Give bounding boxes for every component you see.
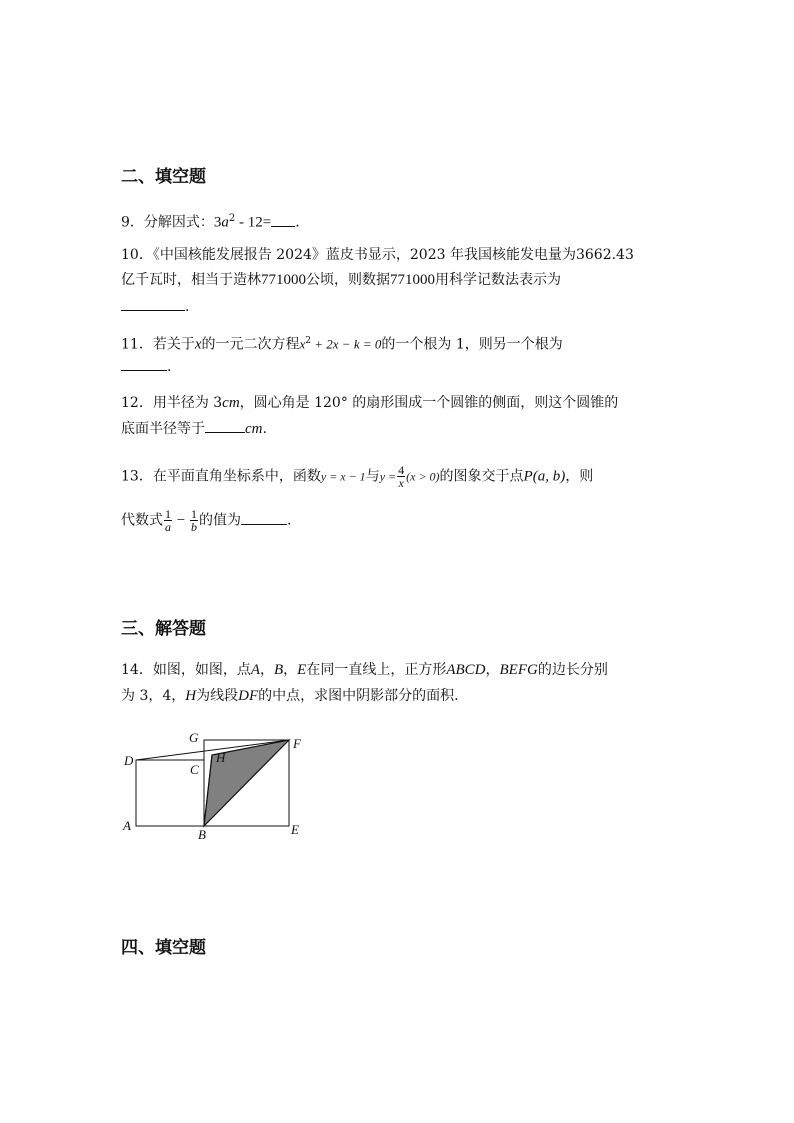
q13-f2-den: x — [398, 476, 404, 490]
q9-end: . — [295, 214, 300, 231]
q13-fr1-num: 1 — [165, 507, 171, 521]
q13-text-c: 的图象交于点 — [439, 468, 524, 485]
section-heading-fill-in: 二、填空题 — [121, 167, 206, 187]
label-g: G — [189, 730, 199, 745]
q9-answer-blank — [271, 212, 295, 227]
q14-square-1: ABCD — [446, 662, 486, 678]
q12-text-b: ，圆心角是 120° 的扇形围成一个圆锥的侧面，则这个圆锥的 — [239, 395, 619, 411]
label-f: F — [293, 736, 301, 751]
q10-answer-blank — [121, 296, 185, 311]
q13-fraction-2 — [190, 508, 198, 533]
q14-text-c: 的边长分别 — [537, 662, 608, 678]
label-d: D — [124, 753, 134, 768]
q12-unit: cm — [222, 395, 240, 411]
q11-eq-rest: + 2x − k = 0 — [311, 336, 382, 352]
q13-function-2-lhs: y = — [379, 469, 397, 484]
q12-end: . — [262, 421, 267, 437]
q11-text-b: 的一元二次方程 — [201, 336, 300, 353]
q14-text-e: 为线段 — [196, 688, 239, 704]
question-10-line3 — [121, 296, 189, 317]
q11-text-a: 11．若关于 — [121, 336, 195, 353]
q14-point-a: A — [250, 662, 260, 678]
q11-answer-blank — [121, 356, 167, 371]
q14-text-f: 的中点，求图中阴影部分的面积. — [258, 688, 459, 704]
q13-fr2-den: b — [190, 520, 197, 534]
q13-function-1: y = x − 1 — [320, 469, 366, 484]
q12-answer-blank — [205, 418, 245, 433]
question-13-line2 — [121, 508, 291, 533]
q11-var: x — [194, 336, 202, 353]
q11-eq-x: x — [299, 336, 306, 352]
q13-text-e: 代数式 — [121, 512, 163, 529]
q10-num1: 771000 — [261, 272, 306, 288]
question-9 — [121, 209, 300, 233]
q9-exp: 2 — [228, 213, 236, 224]
label-h: H — [216, 750, 226, 765]
q13-point: P(a, b) — [523, 468, 566, 485]
q9-coef: 3 — [213, 214, 222, 231]
q9-text: 9．分解因式： — [121, 214, 214, 231]
question-10-line2 — [121, 270, 561, 290]
q12-text-a: 12．用半径为 3 — [121, 395, 223, 411]
question-14-line2 — [121, 686, 459, 706]
question-13-line1 — [121, 464, 593, 489]
geometry-figure — [115, 725, 315, 845]
label-a: A — [123, 818, 131, 833]
q10-text-b: 公顷，则数据 — [306, 272, 390, 288]
q14-comma-1: ， — [260, 662, 274, 678]
section-heading-fill-in-2: 四、填空题 — [121, 938, 206, 958]
q13-end: . — [286, 512, 292, 529]
q9-var: a — [221, 214, 229, 231]
q14-point-e: E — [297, 662, 307, 678]
q13-f2-num: 4 — [398, 463, 405, 477]
label-e: E — [291, 822, 299, 837]
q14-text-b: 在同一直线上，正方形 — [306, 662, 447, 678]
question-12-line2 — [121, 418, 267, 439]
q10-text-c: 用科学记数法表示为 — [435, 272, 561, 288]
q14-square-2: BEFG — [499, 662, 538, 678]
q12-text-c: 底面半径等于 — [121, 421, 205, 437]
q13-answer-blank — [241, 510, 287, 525]
q13-fr2-num: 1 — [190, 507, 197, 521]
q13-minus: − — [173, 512, 189, 529]
question-14-line1 — [121, 660, 608, 680]
q13-function-2-fraction — [397, 464, 405, 489]
q14-point-b: B — [274, 662, 284, 678]
q14-text-d: 为 3，4， — [121, 688, 186, 704]
q14-segment-df: DF — [238, 688, 259, 704]
q10-end: . — [185, 299, 190, 315]
label-b: B — [198, 827, 206, 842]
q11-eq-exp: 2 — [305, 336, 312, 346]
q11-end: . — [167, 359, 172, 375]
q13-text-f: 的值为 — [198, 512, 241, 529]
q13-fraction-1 — [164, 508, 172, 533]
q14-point-h: H — [185, 688, 197, 704]
question-10-line1: 10．《中国核能发展报告 2024》蓝皮书显示，2023 年我国核能发电量为3662.43 — [121, 247, 634, 263]
q14-comma-3: ， — [485, 662, 500, 678]
q13-text-b: 与 — [365, 468, 380, 485]
q14-comma-2: ， — [283, 662, 298, 678]
q12-unit2: cm — [245, 421, 263, 437]
q11-text-c: 的一个根为 1，则另一个根为 — [381, 336, 563, 353]
question-12-line1 — [121, 393, 618, 413]
section-heading-solve: 三、解答题 — [121, 619, 206, 639]
q13-text-a: 13．在平面直角坐标系中，函数 — [121, 468, 321, 485]
q13-fr1-den: a — [165, 520, 171, 534]
q13-function-2-cond: (x > 0) — [406, 469, 440, 484]
q14-text-a: 14．如图，如图，点 — [121, 662, 251, 678]
q9-const: - 12= — [235, 214, 272, 231]
q10-num2: 771000 — [390, 272, 435, 288]
q13-text-d: ，则 — [565, 468, 594, 485]
question-11-line2 — [121, 356, 171, 377]
label-c: C — [190, 762, 199, 777]
q10-text-a: 亿千瓦时，相当于造林 — [121, 272, 261, 288]
question-11-line1 — [121, 331, 563, 355]
